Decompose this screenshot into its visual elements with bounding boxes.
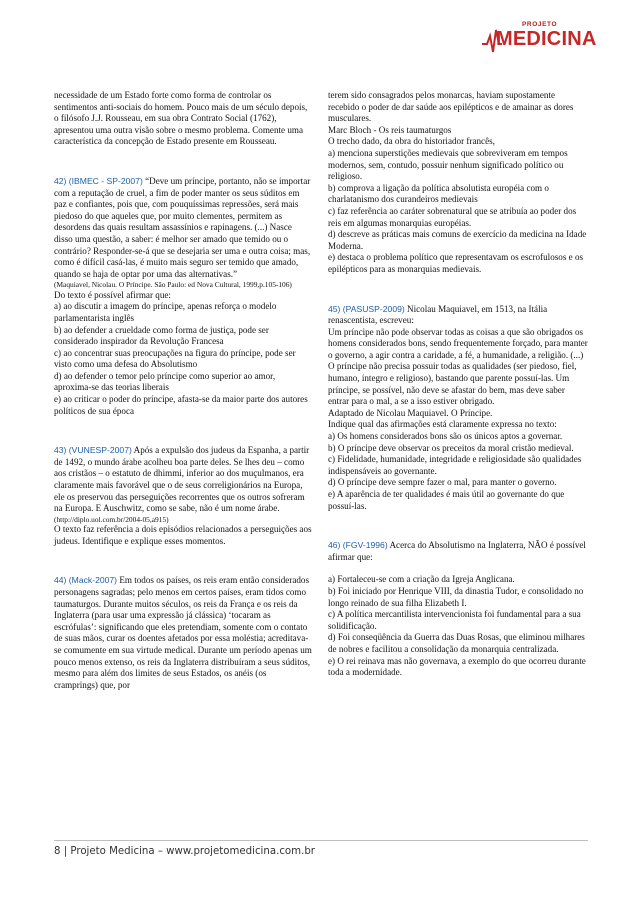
question-number: 46) (FGV-1996) [328, 540, 388, 551]
right-column [328, 90, 588, 679]
text-paragraph: c) faz referência ao caráter sobrenatural que se atribuía ao poder dos reis em algumas monarquias européias. [328, 205, 577, 228]
text-paragraph: a) Os homens considerados bons são os únicos aptos a governar. [328, 431, 563, 442]
citation: (http://diplo.uol.com.br/2004-05,a915) [54, 514, 169, 524]
text-paragraph: e) ao criticar o poder do príncipe, afasta-se da maior parte dos autores políticos de sua época [54, 394, 308, 416]
spacer [328, 512, 588, 540]
question-number: 42) (IBMEC - SP-2007) [54, 175, 143, 186]
text-paragraph: O texto faz referência a dois episódios relacionados a perseguições aos judeus. Identifique e explique esses momentos. [54, 524, 312, 546]
text-paragraph: b) ao defender a crueldade como forma de justiça, pode ser considerado inspirador da Revolução Francesa [54, 324, 269, 347]
question-text: Em todos os países, os reis eram então considerados personagens sagradas; pelo menos em certos países, eram tidos como taumaturgos. Durante muitos séculos, os reis da França e os reis da Inglaterra (para usar uma expressão já clássica) ‘tocaram as escrófulas’: significando que eles pretendiam, somente com o contato de suas mãos, curar os doentes afetados por essa moléstia; acreditava-se comumente em sua virtude medical. Durante um período apenas um pouco menos extenso, os reis da Inglaterra distribuíram a seus súditos, mesmo para além dos limites de seus Estados, os anéis (os cramprings) que, por [54, 575, 312, 690]
spacer [54, 148, 312, 176]
text-paragraph: c) Fidelidade, humanidade, integridade e religiosidade são qualidades indispensáveis ao governante. [328, 454, 582, 476]
text-paragraph: e) destaca o problema político que representavam os escrofulosos e os epilépticos para as monarquias medievais. [328, 252, 584, 274]
question-paragraph [328, 540, 588, 563]
text-paragraph: Adaptado de Nicolau Maquiavel. O Príncipe. [328, 407, 493, 418]
question-paragraph [328, 304, 588, 327]
question-text: Acerca do Absolutismo na Inglaterra, NÃO é possível afirmar que: [328, 540, 586, 562]
question-paragraph [54, 176, 312, 280]
text-paragraph: Do texto é possível afirmar que: [54, 289, 171, 300]
question-text: “Deve um príncipe, portanto, não se importar com a reputação de cruel, a fim de poder manter os seus súditos em paz e confiantes, pois que, com pouquíssimas repressões, será mais piedoso do que aqueles que, por muito clementes, permitem as desordens das quais resultam assassínios e rapinagens. (...) Nasce disso uma questão, a saber: é melhor ser amado que temido ou o contrário? Responder-se-á que se desejaria ser uma e outra coisa; mas, como é difícil casá-las, é muito mais seguro ser temido que amado, quando se haja de optar por uma das alternativas.” [54, 175, 311, 279]
question-text: Após a expulsão dos judeus da Espanha, a partir de 1492, o mundo árabe acolheu boa parte deles. Se lhes deu – como aos cristãos – o estatuto de dhimmi, inferior ao dos muçulmanos, era claramente mais favorável que o de seus correligionários na Europa, ele os preservou das perseguições recorrentes que os outros sofreram na Europa. E Auschwitz, como se sabe, não é um nome árabe. [54, 445, 310, 514]
text-paragraph: d) O príncipe deve sempre fazer o mal, para manter o governo. [328, 477, 557, 488]
citation: (Maquiavel, Nicolau. O Príncipe. São Paulo: ed Nova Cultural, 1999,p.105-106) [54, 280, 292, 290]
text-paragraph: a) Fortaleceu-se com a criação da Igreja Anglicana. [328, 574, 515, 585]
question-paragraph [54, 445, 312, 515]
text-paragraph: d) ao defender o temor pelo príncipe como superior ao amor, aproxima-se das teorias liberais [54, 370, 276, 393]
question-text: Nicolau Maquiavel, em 1513, na Itália renascentista, escreveu: [328, 303, 548, 326]
text-paragraph: c) ao concentrar suas preocupações na figura do príncipe, pode ser visto como uma defesa do Absolutismo [54, 347, 296, 370]
text-paragraph: terem sido consagrados pelos monarcas, haviam supostamente recebido o poder de dar saúde aos epilépticos e de amainar as dores musculares. [328, 90, 574, 124]
logo-small-text: PROJETO [522, 21, 558, 28]
text-paragraph: Um príncipe não pode observar todas as coisas a que são obrigados os homens considerados bons, sendo frequentemente forçado, para manter o governo, a agir contra a caridade, a fé, a humanidade, a religião. (...) O príncipe não precisa possuir todas as qualidades (ser piedoso, fiel, humano, íntegro e religioso), bastando que parente possuí-las. Um príncipe, se possível, não deve se afastar do bem, mas deve saber entrar para o mal, a se a isso estiver obrigado. [328, 326, 588, 407]
text-paragraph: b) O príncipe deve observar os preceitos da moral cristão medieval. [328, 442, 574, 453]
text-paragraph: b) Foi iniciado por Henrique VIII, da dinastia Tudor, e consolidado no longo reinado de sua filha Elizabeth I. [328, 585, 584, 608]
question-number: 43) (VUNESP-2007) [54, 445, 132, 456]
projeto-medicina-logo [482, 20, 597, 58]
text-paragraph: b) comprova a ligação da política absolutista européia com o charlatanismo dos curandeiros medievais [328, 182, 549, 205]
page-footer: 8 | Projeto Medicina – www.projetomedicina.com.br [54, 846, 315, 857]
text-paragraph: d) descreve as práticas mais comuns de exercício da medicina na Idade Moderna. [328, 229, 587, 251]
left-column [54, 90, 312, 691]
logo-big-text: MEDICINA [496, 28, 597, 50]
question-paragraph [54, 575, 312, 691]
text-paragraph: e) A aparência de ter qualidades é mais útil ao governante do que possuí-las. [328, 489, 565, 511]
text-paragraph: O trecho dado, da obra do historiador francês, [328, 136, 495, 147]
text-paragraph: c) A política mercantilista intervencionista foi fundamental para a sua solidificação. [328, 609, 581, 631]
text-paragraph: e) O rei reinava mas não governava, a exemplo do que ocorreu durante toda a modernidade. [328, 655, 586, 678]
text-paragraph: d) Foi conseqüência da Guerra das Duas Rosas, que eliminou milhares de nobres e facilitou a consolidação da monarquia centralizada. [328, 632, 585, 654]
spacer [328, 563, 588, 574]
spacer [328, 276, 588, 304]
question-number: 45) (PASUSP-2009) [328, 303, 405, 314]
text-paragraph: a) ao discutir a imagem do príncipe, apenas reforça o modelo parlamentarista inglês [54, 301, 277, 323]
text-paragraph: Indique qual das afirmações está claramente expressa no texto: [328, 419, 557, 430]
question-number: 44) (Mack-2007) [54, 575, 118, 586]
text-paragraph: a) menciona superstições medievais que sobreviveram em tempos modernos, sem, contudo, possuir nenhum significado político ou religioso. [328, 147, 568, 182]
text-paragraph: Marc Bloch - Os reis taumaturgos [328, 124, 452, 135]
text-paragraph: necessidade de um Estado forte como forma de controlar os sentimentos anti-sociais do homem. Pouco mais de um século depois, o filósofo J.J. Rousseau, em sua obra Contrato Social (1762), apresentou uma outra visão sobre o mesmo problema. Comente uma característica da concepção de Estado presente em Rousseau. [54, 90, 308, 147]
spacer [54, 417, 312, 445]
footer-divider [54, 840, 588, 841]
spacer [54, 547, 312, 575]
